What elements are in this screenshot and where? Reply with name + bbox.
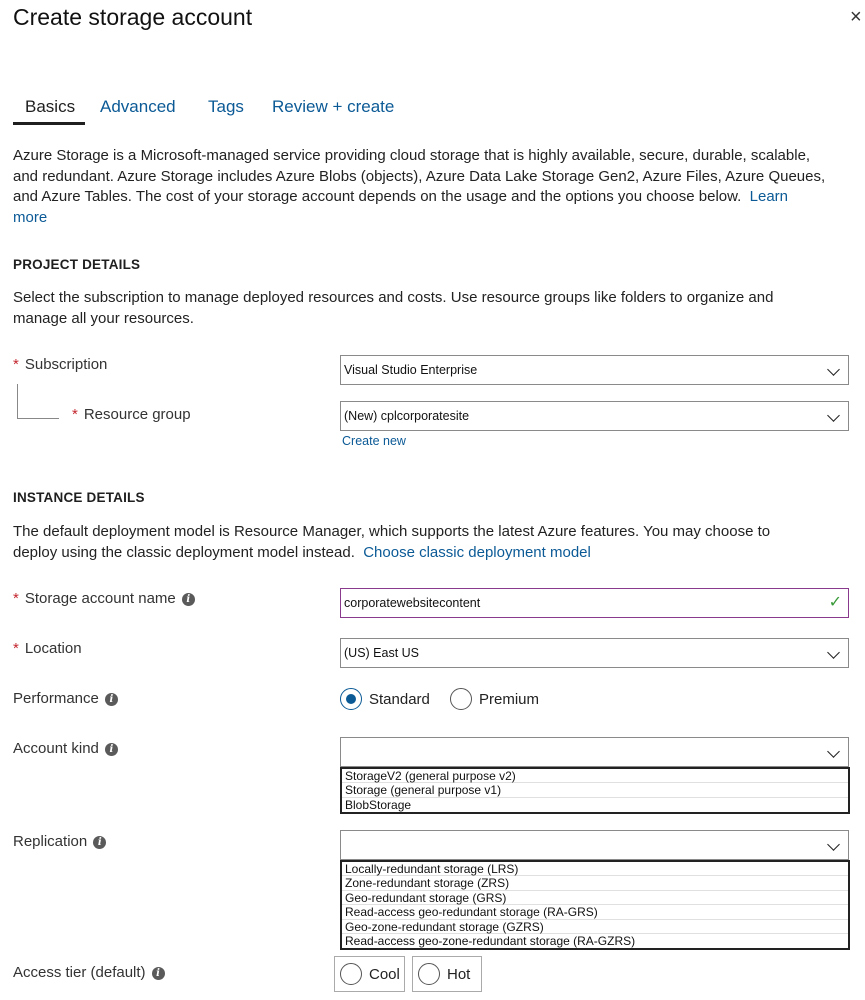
resource-group-label — [72, 406, 191, 423]
tab-basics[interactable]: Basics — [25, 97, 76, 116]
account-kind-options — [340, 767, 850, 814]
required-indicator: * — [13, 640, 19, 657]
chevron-down-icon — [827, 838, 840, 851]
tree-connector — [17, 384, 18, 418]
replication-label-text: Replication — [13, 833, 88, 850]
required-indicator: * — [13, 590, 19, 607]
radio-cool-label: Cool — [369, 965, 400, 983]
tab-tags[interactable]: Tags — [208, 97, 244, 116]
replication-options — [340, 860, 850, 950]
replication-option[interactable]: Read-access geo-zone-redundant storage (RA-GZRS) — [345, 933, 636, 948]
required-indicator: * — [13, 356, 19, 373]
learn-more-link[interactable]: Learn — [749, 188, 789, 206]
location-value: (US) East US — [344, 646, 420, 660]
radio-hot-label: Hot — [447, 965, 471, 983]
intro-description — [13, 146, 853, 228]
replication-label — [13, 833, 106, 850]
tree-connector — [17, 418, 59, 419]
replication-select[interactable] — [340, 830, 849, 860]
resource-group-select[interactable] — [340, 401, 849, 431]
performance-premium-option[interactable] — [450, 688, 539, 710]
info-icon[interactable]: i — [105, 743, 118, 756]
access-tier-cool-option[interactable] — [334, 956, 405, 992]
storage-account-name-label-text: Storage account name — [24, 590, 176, 607]
storage-account-name-value: corporatewebsitecontent — [344, 596, 481, 610]
required-indicator: * — [72, 406, 78, 423]
account-kind-option[interactable]: Storage (general purpose v1) — [342, 783, 848, 797]
chevron-down-icon — [827, 409, 840, 422]
intro-line: and redundant. Azure Storage includes Azure Blobs (objects), Azure Data Lake Storage Gen2, Azure Files, Azure Queues, — [13, 167, 826, 185]
close-icon[interactable]: × — [850, 6, 862, 28]
performance-standard-option[interactable] — [340, 688, 430, 710]
info-icon[interactable]: i — [152, 967, 165, 980]
info-icon[interactable]: i — [93, 836, 106, 849]
storage-account-name-input[interactable] — [340, 588, 849, 618]
project-desc-line: manage all your resources. — [13, 309, 194, 327]
project-description — [13, 288, 853, 329]
radio-premium[interactable] — [450, 688, 472, 710]
page-title: Create storage account — [13, 4, 253, 30]
learn-more-link-cont[interactable]: more — [13, 208, 48, 226]
chevron-down-icon — [827, 363, 840, 376]
info-icon[interactable]: i — [105, 693, 118, 706]
intro-line-text: and Azure Tables. The cost of your storage account depends on the usage and the options you choose below. — [13, 188, 742, 206]
instance-desc-line: The default deployment model is Resource Manager, which supports the latest Azure features. You may choose to — [13, 523, 771, 540]
create-new-link[interactable]: Create new — [342, 434, 406, 448]
instance-desc-line — [13, 543, 853, 564]
radio-standard[interactable] — [340, 688, 362, 710]
radio-premium-label: Premium — [479, 690, 540, 708]
performance-label-text: Performance — [13, 690, 99, 707]
access-tier-label — [13, 964, 165, 981]
classic-deployment-link[interactable]: Choose classic deployment model — [363, 543, 591, 561]
account-kind-option[interactable]: StorageV2 (general purpose v2) — [342, 769, 848, 783]
resource-group-value: (New) cplcorporatesite — [344, 409, 470, 423]
access-tier-hot-option[interactable] — [412, 956, 482, 992]
chevron-down-icon — [827, 646, 840, 659]
intro-line — [13, 187, 853, 208]
subscription-value: Visual Studio Enterprise — [344, 363, 478, 377]
checkmark-icon: ✓ — [828, 594, 842, 611]
tab-advanced[interactable]: Advanced — [100, 97, 176, 116]
account-kind-select[interactable] — [340, 737, 849, 767]
replication-option[interactable]: Locally-redundant storage (LRS) — [342, 862, 848, 876]
radio-hot[interactable] — [418, 963, 440, 985]
subscription-select[interactable] — [340, 355, 849, 385]
replication-option[interactable]: Zone-redundant storage (ZRS) — [342, 876, 848, 890]
resource-group-label-text: Resource group — [83, 406, 191, 423]
project-desc-line: Select the subscription to manage deployed resources and costs. Use resource groups like folders to organize and — [13, 289, 774, 306]
chevron-down-icon — [827, 745, 840, 758]
project-details-heading: PROJECT DETAILS — [13, 257, 141, 272]
account-kind-label-text: Account kind — [13, 740, 99, 757]
instance-desc-text: deploy using the classic deployment model instead. — [13, 543, 355, 561]
location-label-text: Location — [24, 640, 82, 657]
account-kind-option[interactable]: BlobStorage — [345, 797, 412, 812]
location-select[interactable] — [340, 638, 849, 668]
radio-cool[interactable] — [340, 963, 362, 985]
radio-standard-label: Standard — [369, 690, 430, 708]
location-label — [13, 640, 82, 657]
subscription-label-text: Subscription — [24, 356, 108, 373]
replication-option[interactable]: Geo-redundant storage (GRS) — [342, 891, 848, 905]
storage-account-name-label — [13, 590, 195, 607]
account-kind-label — [13, 740, 118, 757]
performance-label — [13, 690, 118, 707]
instance-details-heading: INSTANCE DETAILS — [13, 490, 145, 505]
intro-line: Azure Storage is a Microsoft-managed service providing cloud storage that is highly available, secure, durable, scalable, — [13, 147, 811, 164]
instance-description — [13, 522, 853, 563]
replication-option[interactable]: Geo-zone-redundant storage (GZRS) — [342, 920, 848, 934]
access-tier-label-text: Access tier (default) — [13, 964, 146, 981]
active-tab-indicator — [13, 122, 85, 125]
subscription-label — [13, 356, 107, 373]
info-icon[interactable]: i — [182, 593, 195, 606]
tab-review-create[interactable]: Review + create — [272, 97, 395, 116]
replication-option[interactable]: Read-access geo-redundant storage (RA-GRS) — [342, 905, 848, 919]
